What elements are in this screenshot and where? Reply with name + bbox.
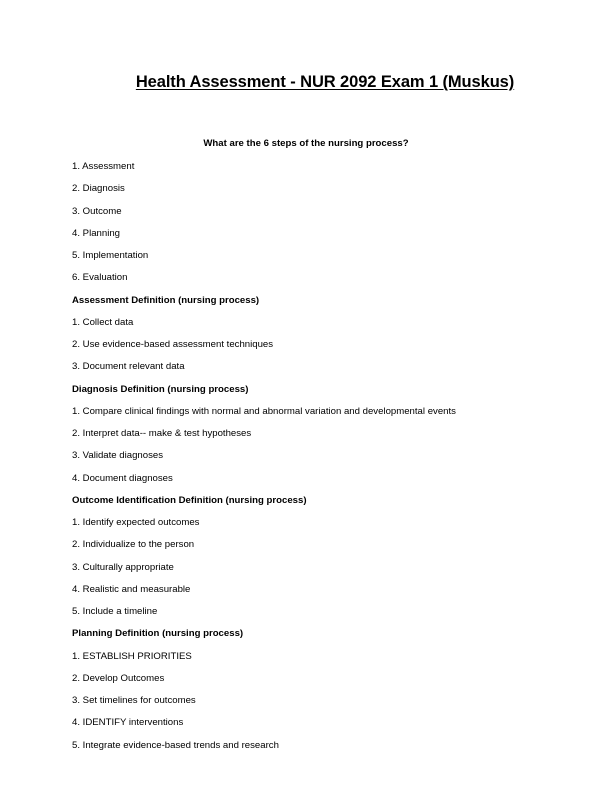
list-item: 2. Use evidence-based assessment techniques xyxy=(72,339,274,350)
list-item: 2. Individualize to the person xyxy=(72,539,195,551)
document-content xyxy=(72,160,572,761)
section-heading: Planning Definition (nursing process) xyxy=(72,628,244,640)
list-item: 3. Validate diagnoses xyxy=(72,450,164,462)
list-item: 1. Compare clinical findings with normal and abnormal variation and developmental events xyxy=(72,405,456,417)
list-item: 3. Culturally appropriate xyxy=(72,561,174,573)
list-item: 2. Interpret data-- make & test hypotheses xyxy=(72,428,252,439)
list-item: 3. Outcome xyxy=(72,205,122,217)
list-item: 5. Include a timeline xyxy=(72,606,158,617)
list-item: 6. Evaluation xyxy=(72,272,128,284)
section-outcome-identification xyxy=(72,494,572,628)
list-item: 2. Develop Outcomes xyxy=(72,672,165,684)
list-item: 4. Document diagnoses xyxy=(72,472,173,484)
section-assessment xyxy=(72,294,572,383)
list-item: 3. Set timelines for outcomes xyxy=(72,695,196,706)
question-heading: What are the 6 steps of the nursing process? xyxy=(203,138,409,149)
section-heading: Diagnosis Definition (nursing process) xyxy=(72,383,249,395)
list-item: 4. Realistic and measurable xyxy=(72,583,191,595)
list-item: 2. Diagnosis xyxy=(72,183,125,195)
list-item: 1. Collect data xyxy=(72,316,134,328)
list-item: 1. ESTABLISH PRIORITIES xyxy=(72,650,192,662)
list-item: 4. IDENTIFY interventions xyxy=(72,717,184,729)
list-item: 4. Planning xyxy=(72,227,121,239)
document-title: Health Assessment - NUR 2092 Exam 1 (Muskus) xyxy=(135,73,515,91)
list-item: 5. Integrate evidence-based trends and research xyxy=(72,739,279,751)
section-heading: Assessment Definition (nursing process) xyxy=(72,294,260,306)
list-item: 3. Document relevant data xyxy=(72,361,185,373)
steps-list xyxy=(72,160,572,294)
section-planning xyxy=(72,627,572,761)
list-item: 1. Identify expected outcomes xyxy=(72,517,200,528)
section-diagnosis xyxy=(72,383,572,494)
list-item: 1. Assessment xyxy=(72,161,135,172)
section-heading: Outcome Identification Definition (nursing process) xyxy=(72,494,307,506)
list-item: 5. Implementation xyxy=(72,250,149,261)
